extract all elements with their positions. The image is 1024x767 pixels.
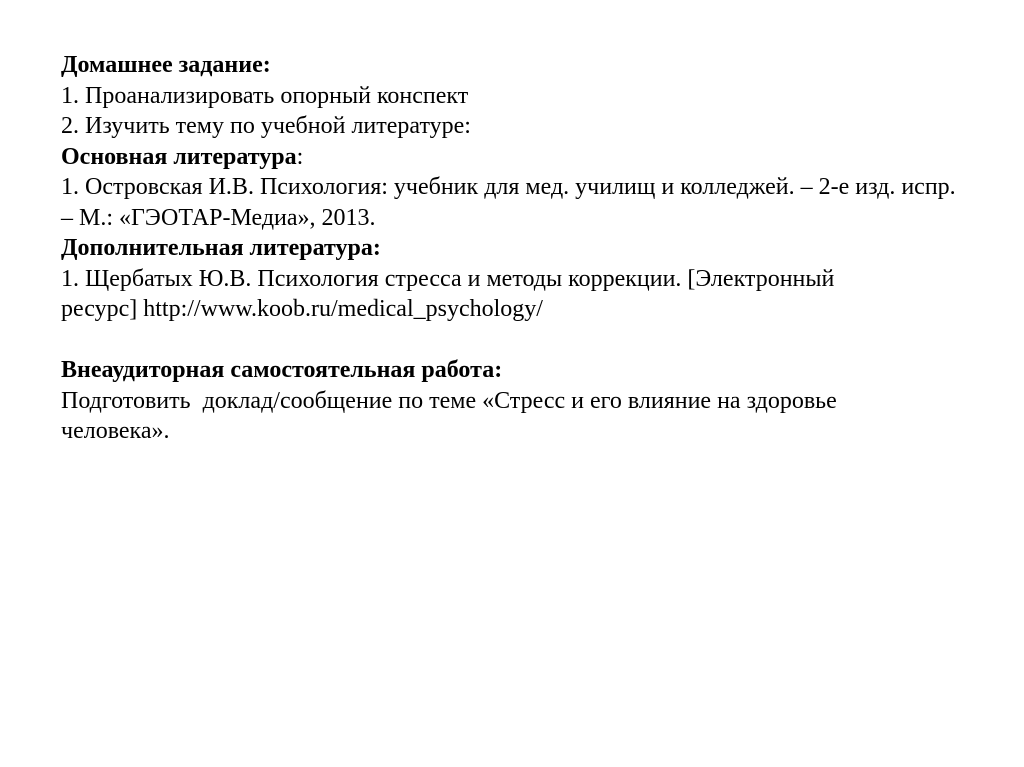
homework-heading: Домашнее задание: [61,52,271,78]
main-literature-item-1: 1. Островская И.В. Психология: учебник для мед. училищ и колледжей. – 2-е изд. испр. – М.: «ГЭОТАР-Медиа», 2013. [61,174,956,231]
self-study-heading: Внеаудиторная самостоятельная работа: [61,357,503,383]
main-literature-heading-colon: : [296,143,304,170]
homework-item-1: 1. Проанализировать опорный конспект [61,82,469,109]
self-study-text: Подготовить доклад/сообщение по теме «Стресс и его влияние на здоровье человека». [61,387,843,444]
additional-literature-heading: Дополнительная литература: [61,235,381,261]
homework-item-2: 2. Изучить тему по учебной литературе: [61,113,471,139]
additional-literature-item-1: 1. Щербатых Ю.В. Психология стресса и методы коррекции. [Электронный ресурс] http://www.koob.ru/medical_psychology/ [61,265,835,322]
slide-content [61,50,981,447]
main-literature-heading: Основная литература [61,143,297,170]
spacer [61,325,981,356]
main-literature-heading-row [61,142,981,173]
